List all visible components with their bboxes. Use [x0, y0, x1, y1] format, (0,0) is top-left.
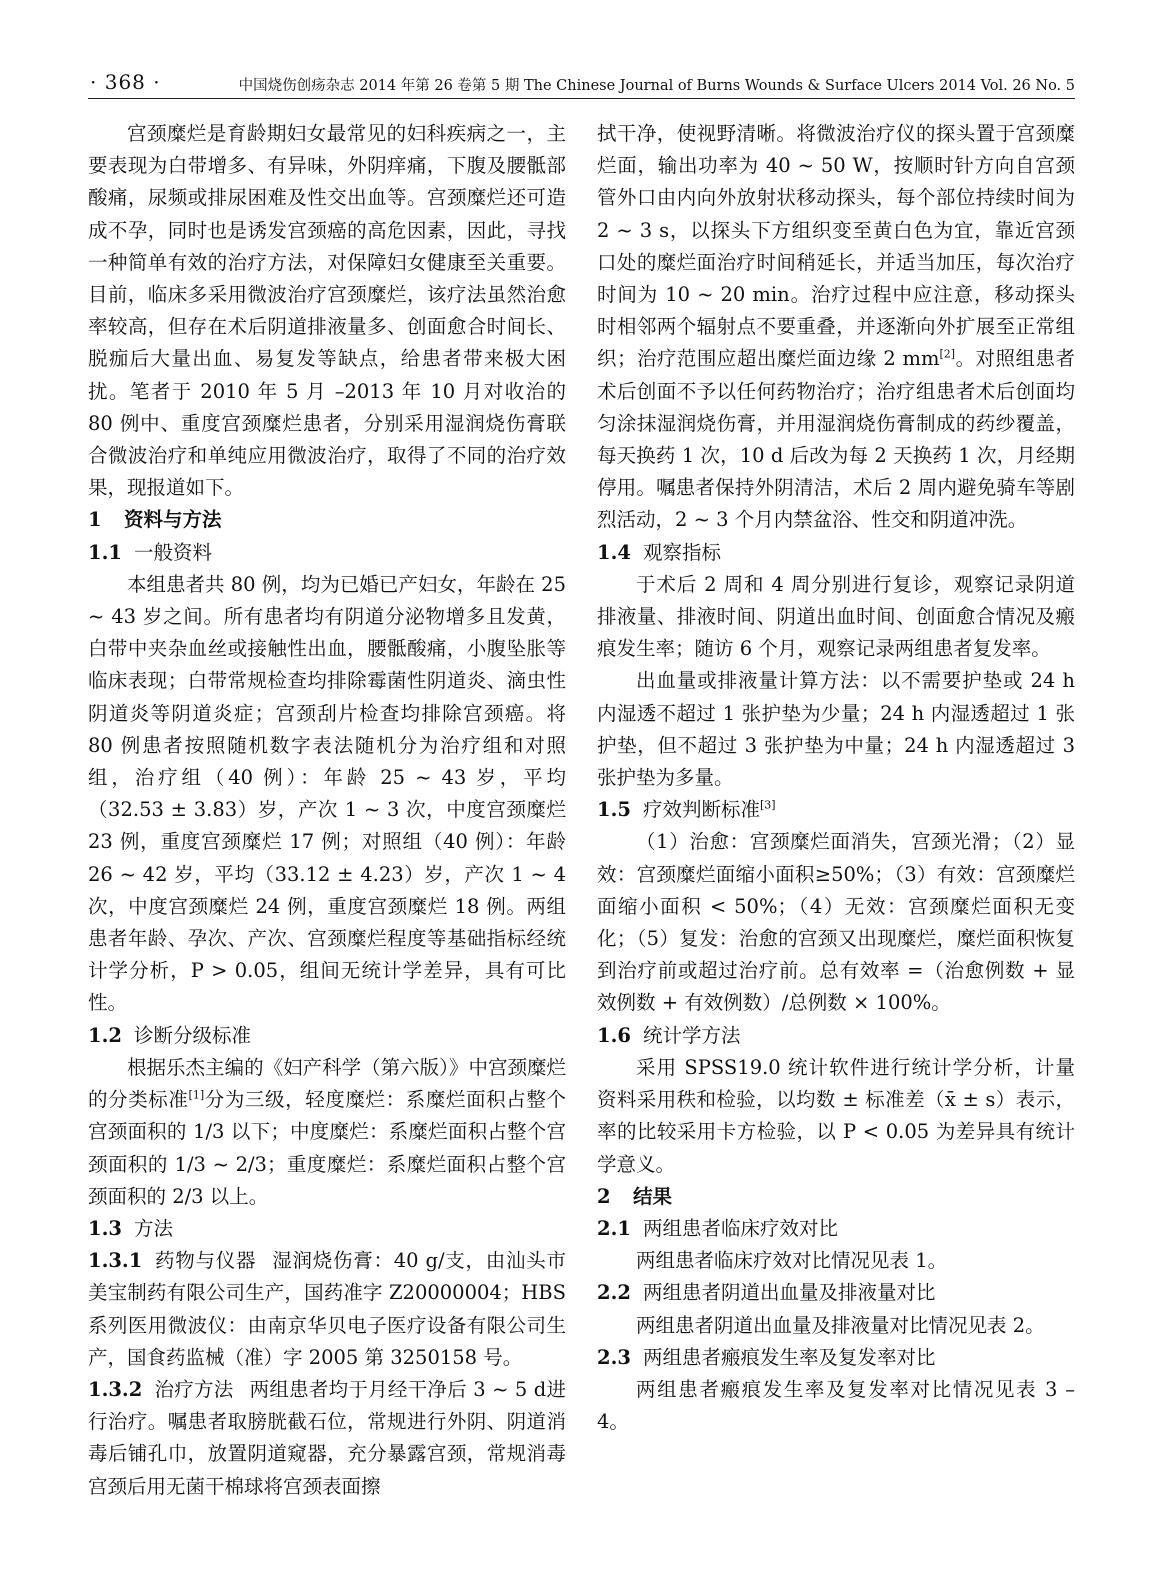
section-1-5-paragraph: （1）治愈：宫颈糜烂面消失，宫颈光滑；（2）显效：宫颈糜烂面缩小面积≥50%；（3）有效：宫颈糜烂面缩小面积 < 50%；（4）无效：宫颈糜烂面积无变化；（5）复发：治愈的宫颈又出现糜烂，糜烂面积恢复到治疗前或超过治疗前。总有效率 =（治愈例数 + 显效例数 + 有效例数）/总例数 × 100%。 — [597, 830, 1075, 1015]
section-1-heading — [88, 504, 566, 536]
section-title: 统计学方法 — [642, 1023, 741, 1047]
section-2-3-paragraph: 两组患者瘢痕发生率及复发率对比情况见表 3 – 4。 — [597, 1377, 1075, 1434]
section-title: 两组患者瘢痕发生率及复发率对比 — [642, 1345, 936, 1369]
section-1-4-paragraph-2: 出血量或排液量计算方法：以不需要护垫或 24 h 内湿透不超过 1 张护垫为少量；24 h 内湿透超过 1 张护垫，但不超过 3 张护垫为中量；24 h 内湿透超过 3 张护垫为多量。 — [597, 669, 1075, 790]
section-number: 1.2 — [88, 1023, 122, 1047]
journal-citation: 中国烧伤创疡杂志 2014 年第 26 卷第 5 期 The Chinese Journal of Burns Wounds & Surface Ulcers 2014 Vol. 26 No. 5 — [238, 78, 1075, 94]
right-column — [597, 118, 1075, 1438]
section-number: 2.3 — [597, 1345, 631, 1369]
paragraph-text: 。对照组患者术后创面不予以任何药物治疗；治疗组患者术后创面均匀涂抹湿润烧伤膏，并用湿润烧伤膏制成的药纱覆盖，每天换药 1 次，10 d 后改为每 2 天换药 1 次，月经期停用。嘱患者保持外阴清洁，术后 2 周内避免骑车等剧烈活动，2 ~ 3 个月内禁盆浴、性交和阴道冲洗。 — [597, 347, 1075, 532]
section-1-1-paragraph: 本组患者共 80 例，均为已婚已产妇女，年龄在 25 ~ 43 岁之间。所有患者均有阴道分泌物增多且发黄，白带中夹杂血丝或接触性出血，腰骶酸痛，小腹坠胀等临床表现；白带常规检查均排除霉菌性阴道炎、滴虫性阴道炎等阴道炎症；宫颈刮片检查均排除宫颈癌。将 80 例患者按照随机数字表法随机分为治疗组和对照组，治疗组（40 例）：年龄 25 ~ 43 岁，平均（32.53 ± 3.83）岁，产次 1 ~ 3 次，中度宫颈糜烂 23 例，重度宫颈糜烂 17 例；对照组（40 例）：年龄 26 ~ 42 岁，平均（33.12 ± 4.23）岁，产次 1 ~ 4 次，中度宫颈糜烂 24 例，重度宫颈糜烂 18 例。两组患者年龄、孕次、产次、宫颈糜烂程度等基础指标经统计学分析，P > 0.05，组间无统计学差异，具有可比性。 — [88, 572, 566, 1015]
section-1-3-1-paragraph — [88, 1245, 566, 1374]
section-title: 观察指标 — [642, 540, 721, 564]
intro-paragraph: 宫颈糜烂是育龄期妇女最常见的妇科疾病之一，主要表现为白带增多、有异味，外阴痒痛，下腹及腰骶部酸痛，尿频或排尿困难及性交出血等。宫颈糜烂还可造成不孕，同时也是诱发宫颈癌的高危因素，因此，寻找一种简单有效的治疗方法，对保障妇女健康至关重要。目前，临床多采用微波治疗宫颈糜烂，该疗法虽然治愈率较高，但存在术后阴道排液量多、创面愈合时间长、脱痂后大量出血、易复发等缺点，给患者带来极大困扰。笔者于 2010 年 5 月 –2013 年 10 月对收治的 80 例中、重度宫颈糜烂患者，分别采用湿润烧伤膏联合微波治疗和单纯应用微波治疗，取得了不同的治疗效果，现报道如下。 — [88, 122, 566, 500]
section-title: 资料与方法 — [124, 508, 222, 532]
section-1-1-heading — [88, 537, 566, 569]
section-number: 1.3 — [88, 1216, 122, 1240]
paragraph-text: 湿润烧伤膏：40 g/支，由汕头市美宝制药有限公司生产，国药准字 Z20000004；HBS 系列医用微波仪：由南京华贝电子医疗设备有限公司生产，国食药监械（准）字 2005 第 3250158 号。 — [88, 1249, 566, 1369]
section-number: 2 — [597, 1184, 611, 1208]
section-1-4-paragraph: 于术后 2 周和 4 周分别进行复诊，观察记录阴道排液量、排液时间、阴道出血时间、创面愈合情况及瘢痕发生率；随访 6 个月，观察记录两组患者复发率。 — [597, 572, 1075, 661]
section-1-3-heading — [88, 1213, 566, 1245]
section-title: 诊断分级标准 — [133, 1023, 251, 1047]
citation-ref: [1] — [188, 1088, 205, 1102]
paragraph-text: 根据乐杰主编的《妇产科学（第六版）》中宫颈糜烂的分类标准 — [88, 1055, 566, 1112]
section-2-3-heading — [597, 1342, 1075, 1374]
section-title: 药物与仪器 — [154, 1249, 257, 1273]
section-1-2-paragraph — [88, 1052, 566, 1213]
section-number: 1.3.2 — [88, 1377, 143, 1401]
section-number: 1.4 — [597, 540, 631, 564]
section-2-2-paragraph: 两组患者阴道出血量及排液量对比情况见表 2。 — [636, 1313, 1045, 1337]
page-number: · 368 · — [90, 70, 161, 94]
section-2-2-heading — [597, 1277, 1075, 1309]
paragraph-text: 两组患者均于月经干净后 3 ~ 5 d进行治疗。嘱患者取膀胱截石位，常规进行外阴、阴道消毒后铺孔巾，放置阴道窥器，充分暴露宫颈，常规消毒宫颈后用无菌干棉球将宫颈表面擦 — [88, 1377, 566, 1498]
section-number: 1.3.1 — [88, 1249, 143, 1273]
section-number: 1.6 — [597, 1023, 631, 1047]
section-1-4-heading — [597, 537, 1075, 569]
section-number: 1.1 — [88, 540, 122, 564]
section-1-2-heading — [88, 1020, 566, 1052]
section-title: 疗效判断标准 — [642, 798, 760, 822]
section-title: 两组患者阴道出血量及排液量对比 — [642, 1281, 936, 1305]
citation-ref: [3] — [759, 798, 776, 812]
section-title: 两组患者临床疗效对比 — [642, 1216, 838, 1240]
section-2-heading — [597, 1181, 1075, 1213]
continued-paragraph — [597, 118, 1075, 537]
section-number: 2.1 — [597, 1216, 631, 1240]
section-number: 2.2 — [597, 1281, 631, 1305]
section-number: 1.5 — [597, 798, 631, 822]
section-title: 治疗方法 — [154, 1377, 234, 1401]
section-1-6-paragraph: 采用 SPSS19.0 统计软件进行统计学分析，计量资料采用秩和检验，以均数 ± 标准差（x̄ ± s）表示，率的比较采用卡方检验，以 P < 0.05 为差异具有统计学意义。 — [597, 1055, 1075, 1176]
section-1-5-heading — [597, 794, 1075, 826]
section-2-1-heading — [597, 1213, 1075, 1245]
section-title: 一般资料 — [133, 540, 212, 564]
paragraph-text: 拭干净，使视野清晰。将微波治疗仪的探头置于宫颈糜烂面，输出功率为 40 ~ 50 W，按顺时针方向自宫颈管外口由内向外放射状移动探头，每个部位持续时间为 2 ~ 3 s，以探头下方组织变至黄白色为宜，靠近宫颈口处的糜烂面治疗时间稍延长，并适当加压，每次治疗时间为 10 ~ 20 min。治疗过程中应注意，移动探头时相邻两个辐射点不要重叠，并逐渐向外扩展至正常组织；治疗范围应超出糜烂面边缘 2 mm — [597, 122, 1075, 371]
citation-ref: [2] — [939, 347, 956, 361]
section-1-3-2-paragraph — [88, 1374, 566, 1503]
section-title: 方法 — [133, 1216, 173, 1240]
paragraph-text: 分为三级，轻度糜烂：系糜烂面积占整个宫颈面积的 1/3 以下；中度糜烂：系糜烂面积占整个宫颈面积的 1/3 ~ 2/3；重度糜烂：系糜烂面积占整个宫颈面积的 2/3 以上。 — [88, 1088, 566, 1208]
section-2-1-paragraph: 两组患者临床疗效对比情况见表 1。 — [636, 1249, 948, 1273]
section-1-6-heading — [597, 1020, 1075, 1052]
running-header — [88, 66, 1075, 99]
left-column — [88, 118, 566, 1503]
section-number: 1 — [88, 508, 102, 532]
section-title: 结果 — [633, 1184, 673, 1208]
